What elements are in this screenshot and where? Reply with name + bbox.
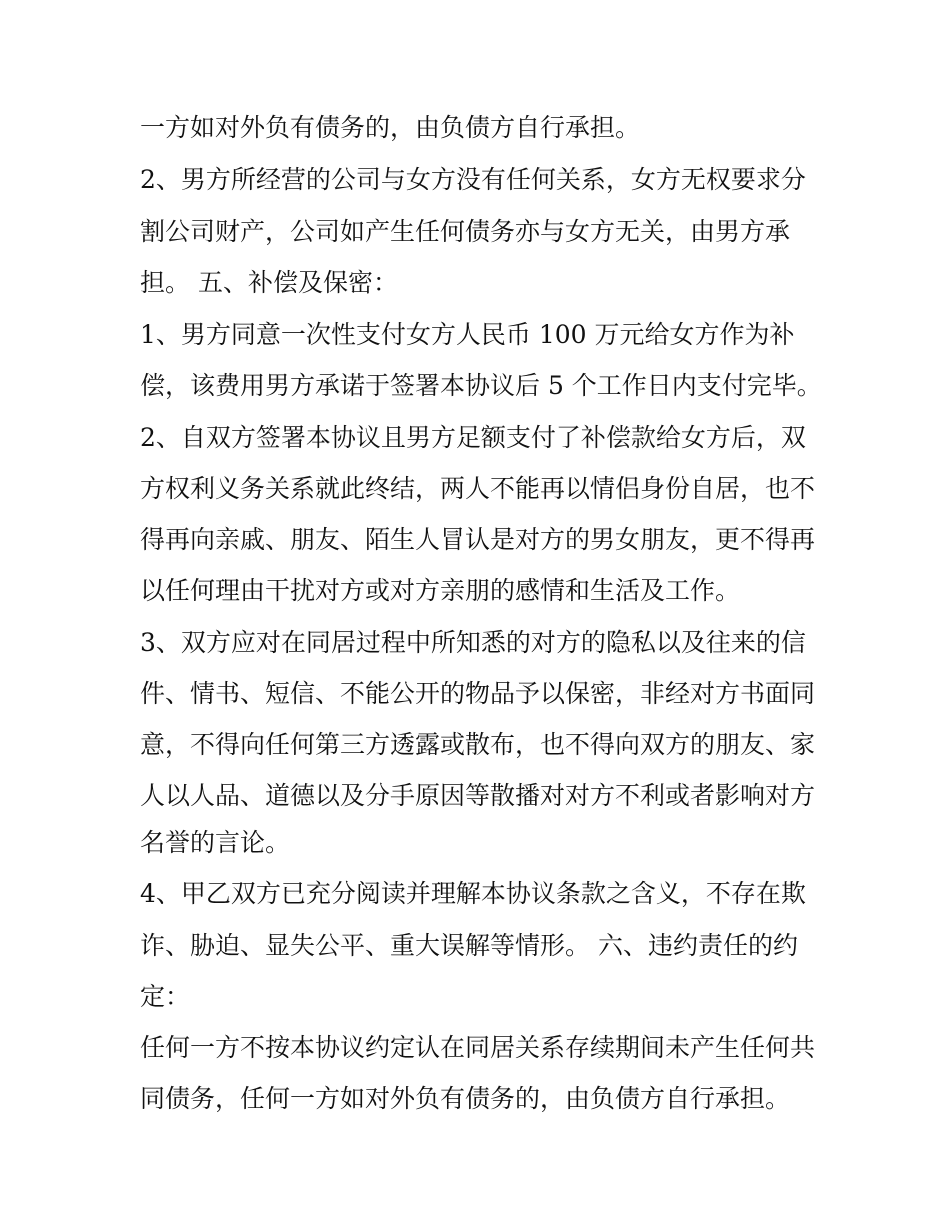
text-line: 偿，该费用男方承诺于签署本协议后 5 个工作日内支付完毕。 (140, 371, 822, 400)
text-line: 人以人品、道德以及分手原因等散播对对方不利或者影响对方 (140, 781, 816, 810)
text-line: 诈、胁迫、显失公平、重大误解等情形。 六、违约责任的约 (140, 931, 798, 960)
text-line: 名誉的言论。 (140, 828, 291, 857)
text-line: 一方如对外负有债务的，由负债方自行承担。 (140, 113, 641, 142)
text-line: 得再向亲戚、朋友、陌生人冒认是对方的男女朋友，更不得再 (140, 525, 816, 554)
text-line: 任何一方不按本协议约定认在同居关系存续期间未产生任何共 (140, 1033, 816, 1062)
text-line: 定： (140, 982, 191, 1011)
text-line: 2、男方所经营的公司与女方没有任何关系，女方无权要求分 (140, 165, 806, 194)
text-line: 4、甲乙双方已充分阅读并理解本协议条款之含义，不存在欺 (140, 879, 806, 908)
text-line: 件、情书、短信、不能公开的物品予以保密，非经对方书面同 (140, 679, 816, 708)
text-line: 以任何理由干扰对方或对方亲朋的感情和生活及工作。 (140, 576, 741, 605)
text-line: 3、双方应对在同居过程中所知悉的对方的隐私以及往来的信 (140, 628, 806, 657)
text-line: 担。 五、补偿及保密： (140, 268, 398, 297)
text-line: 割公司财产，公司如产生任何债务亦与女方无关，由男方承 (140, 217, 791, 246)
text-line: 同债务，任何一方如对外负有债务的，由负债方自行承担。 (140, 1084, 791, 1113)
text-line: 2、自双方签署本协议且男方足额支付了补偿款给女方后，双 (140, 423, 806, 452)
text-line: 1、男方同意一次性支付女方人民币 100 万元给女方作为补 (140, 320, 795, 349)
text-line: 意，不得向任何第三方透露或散布，也不得向双方的朋友、家 (140, 730, 816, 759)
text-line: 方权利义务关系就此终结，两人不能再以情侣身份自居，也不 (140, 474, 816, 503)
